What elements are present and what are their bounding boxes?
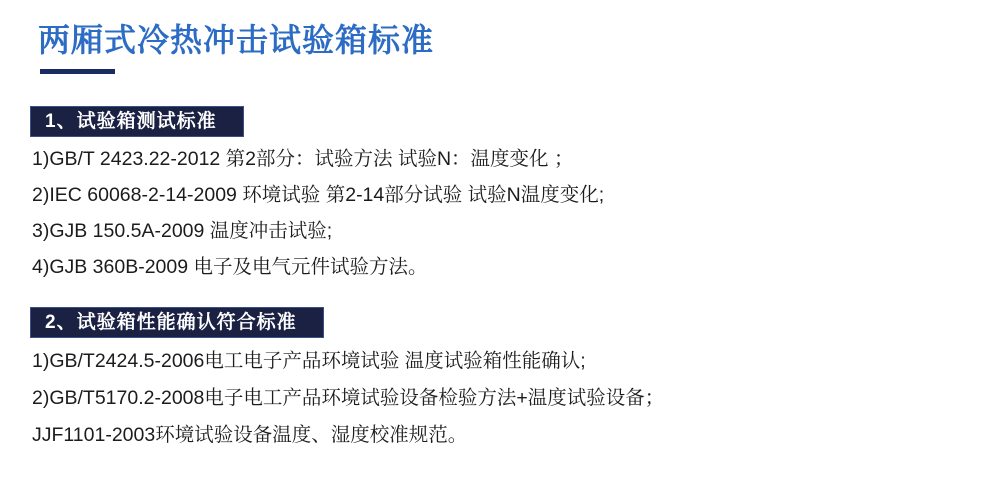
list-item: 3)GJB 150.5A-2009 温度冲击试验; — [32, 220, 333, 242]
list-item: 1)GB/T2424.5-2006电工电子产品环境试验 温度试验箱性能确认; — [32, 350, 586, 372]
section-heading-performance-standards: 2、试验箱性能确认符合标准 — [30, 307, 324, 338]
list-item: 4)GJB 360B-2009 电子及电气元件试验方法。 — [32, 256, 428, 278]
title-underline-divider — [40, 69, 115, 74]
list-item: 2)GB/T5170.2-2008电子电工产品环境试验设备检验方法+温度试验设备； — [32, 387, 665, 409]
test-standards-list — [32, 141, 604, 285]
performance-standards-list — [32, 343, 664, 454]
list-item: 1)GB/T 2423.22-2012 第2部分：试验方法 试验N：温度变化 ； — [32, 148, 574, 170]
list-item: 2)IEC 60068-2-14-2009 环境试验 第2-14部分试验 试验N温度变化; — [32, 184, 605, 206]
section-heading-test-standards: 1、试验箱测试标准 — [30, 106, 244, 137]
page-title: 两厢式冷热冲击试验箱标准 — [38, 22, 435, 58]
list-item: JJF1101-2003环境试验设备温度、湿度校准规范。 — [32, 424, 468, 446]
